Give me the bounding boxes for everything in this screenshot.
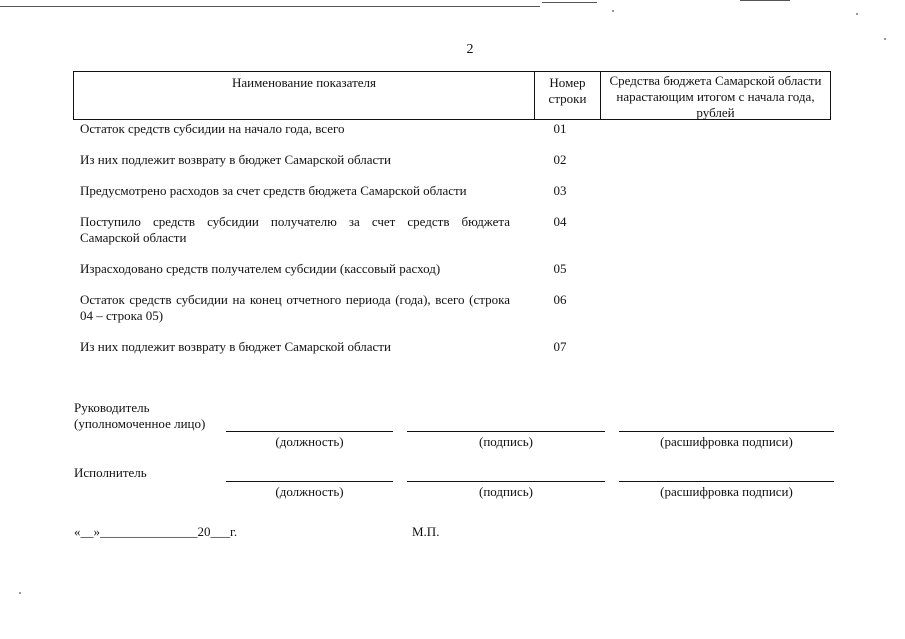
executor-label: Исполнитель bbox=[74, 465, 147, 480]
head-decoding-line[interactable] bbox=[619, 431, 834, 432]
table-row bbox=[73, 292, 831, 324]
executor-signature-line[interactable] bbox=[407, 481, 605, 482]
header-line-number: Номер строки bbox=[535, 72, 601, 119]
row-name: Из них подлежит возврату в бюджет Самарской области bbox=[80, 152, 391, 167]
scan-artifact-line bbox=[542, 2, 597, 3]
row-code: 06 bbox=[553, 292, 567, 307]
head-position-line[interactable] bbox=[226, 431, 393, 432]
row-code: 02 bbox=[553, 152, 567, 167]
row-code: 07 bbox=[553, 339, 567, 354]
head-signature-line[interactable] bbox=[407, 431, 605, 432]
row-name: Предусмотрено расходов за счет средств бюджета Самарской области bbox=[80, 183, 467, 198]
date-field: «__»_______________20___г. bbox=[74, 524, 238, 539]
row-name: Остаток средств субсидии на конец отчетного периода (года), всего (строка 04 – строка 05) bbox=[80, 292, 510, 323]
scan-artifact-dot bbox=[884, 38, 886, 40]
executor-decoding-line[interactable] bbox=[619, 481, 834, 482]
head-label: Руководитель bbox=[74, 400, 150, 415]
scan-artifact-dot bbox=[612, 10, 614, 12]
table-row bbox=[73, 261, 831, 277]
scan-artifact-line bbox=[740, 0, 790, 1]
table-row bbox=[73, 339, 831, 355]
head-position-caption: (должность) bbox=[275, 434, 344, 449]
stamp-placeholder: М.П. bbox=[412, 524, 440, 539]
table-row bbox=[73, 183, 831, 199]
table-header bbox=[73, 71, 831, 120]
executor-position-caption: (должность) bbox=[275, 484, 344, 499]
header-indicator-name: Наименование показателя bbox=[74, 72, 535, 119]
row-code: 04 bbox=[553, 214, 567, 229]
head-signature-caption: (подпись) bbox=[479, 434, 533, 449]
header-budget-funds: Средства бюджета Самарской области нарастающим итогом с начала года, рублей bbox=[609, 73, 822, 120]
row-name: Остаток средств субсидии на начало года, всего bbox=[80, 121, 345, 136]
row-code: 03 bbox=[553, 183, 567, 198]
scan-artifact-dot bbox=[856, 13, 858, 15]
executor-decoding-caption: (расшифровка подписи) bbox=[660, 484, 793, 499]
row-name: Израсходовано средств получателем субсидии (кассовый расход) bbox=[80, 261, 441, 276]
table-row bbox=[73, 121, 831, 137]
indicators-table bbox=[73, 71, 831, 355]
executor-position-line[interactable] bbox=[226, 481, 393, 482]
row-code: 05 bbox=[553, 261, 567, 276]
table-row bbox=[73, 152, 831, 168]
executor-signature-caption: (подпись) bbox=[479, 484, 533, 499]
table-row bbox=[73, 214, 831, 246]
head-decoding-caption: (расшифровка подписи) bbox=[660, 434, 793, 449]
row-code: 01 bbox=[553, 121, 567, 136]
row-name: Из них подлежит возврату в бюджет Самарской области bbox=[80, 339, 391, 354]
row-name: Поступило средств субсидии получателю за счет средств бюджета Самарской области bbox=[80, 214, 510, 245]
scan-artifact-line bbox=[0, 6, 540, 7]
head-authorized-label: (уполномоченное лицо) bbox=[74, 416, 206, 431]
page-number: 2 bbox=[466, 42, 474, 57]
scan-artifact-dot bbox=[19, 592, 21, 594]
